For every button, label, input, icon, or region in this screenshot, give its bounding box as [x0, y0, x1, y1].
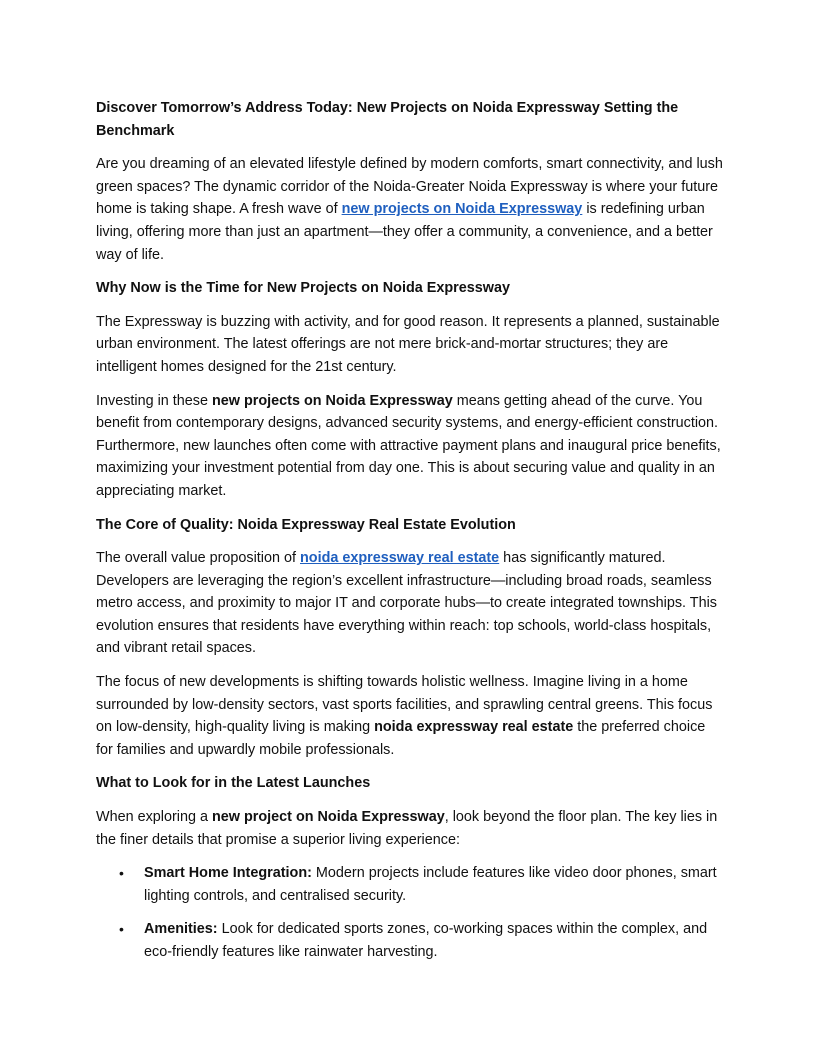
intro-text-2: is redefining urban living, offering more than just an apartment—they offer a community, a convenience, and a better way of life. — [96, 201, 713, 263]
bold-keyword: new projects on Noida Expressway — [212, 392, 453, 409]
section-heading-core-quality: The Core of Quality: Noida Expressway Real Estate Evolution — [96, 516, 516, 533]
text-span: The focus of new developments is shifting towards holistic wellness. Imagine living in a home surrounded by low-density sectors, vast sports facilities, and sprawling central greens. This focus on low-density, high-quality living is making — [96, 674, 713, 736]
bullet-icon: • — [119, 921, 124, 938]
text-span: the preferred choice for families and upwardly mobile professionals. — [96, 719, 706, 758]
real-estate-link[interactable]: noida expressway real estate — [300, 550, 500, 567]
why-now-paragraph-2 — [96, 390, 724, 503]
list-item — [96, 918, 724, 963]
list-item-text: Modern projects include features like video door phones, smart lighting controls, and centralised security. — [144, 865, 717, 904]
document-page — [96, 97, 724, 964]
section-heading-latest-launches: What to Look for in the Latest Launches — [96, 775, 371, 792]
text-span: Investing in these — [96, 392, 212, 409]
section-heading-why-now: Why Now is the Time for New Projects on Noida Expressway — [96, 280, 510, 297]
list-item-label: Amenities: — [144, 921, 218, 938]
why-now-paragraph-1: The Expressway is buzzing with activity, and for good reason. It represents a planned, sustainable urban environment. The latest offerings are not mere brick-and-mortar structures; they are intelligent homes designed for the 21st century. — [96, 313, 720, 375]
text-span: means getting ahead of the curve. You benefit from contemporary designs, advanced security systems, and energy-efficient construction. Furthermore, new launches often come with attractive payment plans and inaugural price benefits, maximizing your investment potential from day one. This is about securing value and quality in an appreciating market. — [96, 392, 721, 499]
bold-keyword: new project on Noida Expressway — [212, 809, 445, 826]
feature-list — [96, 862, 724, 963]
list-item-label: Smart Home Integration: — [144, 865, 312, 882]
core-quality-paragraph-1 — [96, 547, 724, 660]
list-item — [96, 862, 724, 907]
text-span: , look beyond the floor plan. The key lies in the finer details that promise a superior living experience: — [96, 809, 718, 848]
list-item-text: Look for dedicated sports zones, co-working spaces within the complex, and eco-friendly features like rainwater harvesting. — [144, 921, 708, 960]
document-title: Discover Tomorrow’s Address Today: New Projects on Noida Expressway Setting the Benchmark — [96, 100, 679, 139]
bold-keyword: noida expressway real estate — [374, 719, 574, 736]
text-span: The overall value proposition of — [96, 550, 300, 567]
text-span: has significantly matured. Developers are leveraging the region’s excellent infrastructure—including broad roads, seamless metro access, and proximity to major IT and corporate hubs—to create integrated townships. This evolution ensures that residents have everything within reach: top schools, world-class hospitals, and vibrant retail spaces. — [96, 550, 717, 657]
intro-paragraph — [96, 153, 724, 266]
intro-text-1: Are you dreaming of an elevated lifestyle defined by modern comforts, smart connectivity, and lush green spaces? The dynamic corridor of the Noida-Greater Noida Expressway is where your future home is taking shape. A fresh wave of — [96, 156, 723, 218]
bullet-icon: • — [119, 865, 124, 882]
new-projects-link[interactable]: new projects on Noida Expressway — [341, 201, 583, 218]
text-span: When exploring a — [96, 809, 212, 826]
core-quality-paragraph-2 — [96, 671, 724, 761]
latest-launches-paragraph — [96, 806, 724, 851]
